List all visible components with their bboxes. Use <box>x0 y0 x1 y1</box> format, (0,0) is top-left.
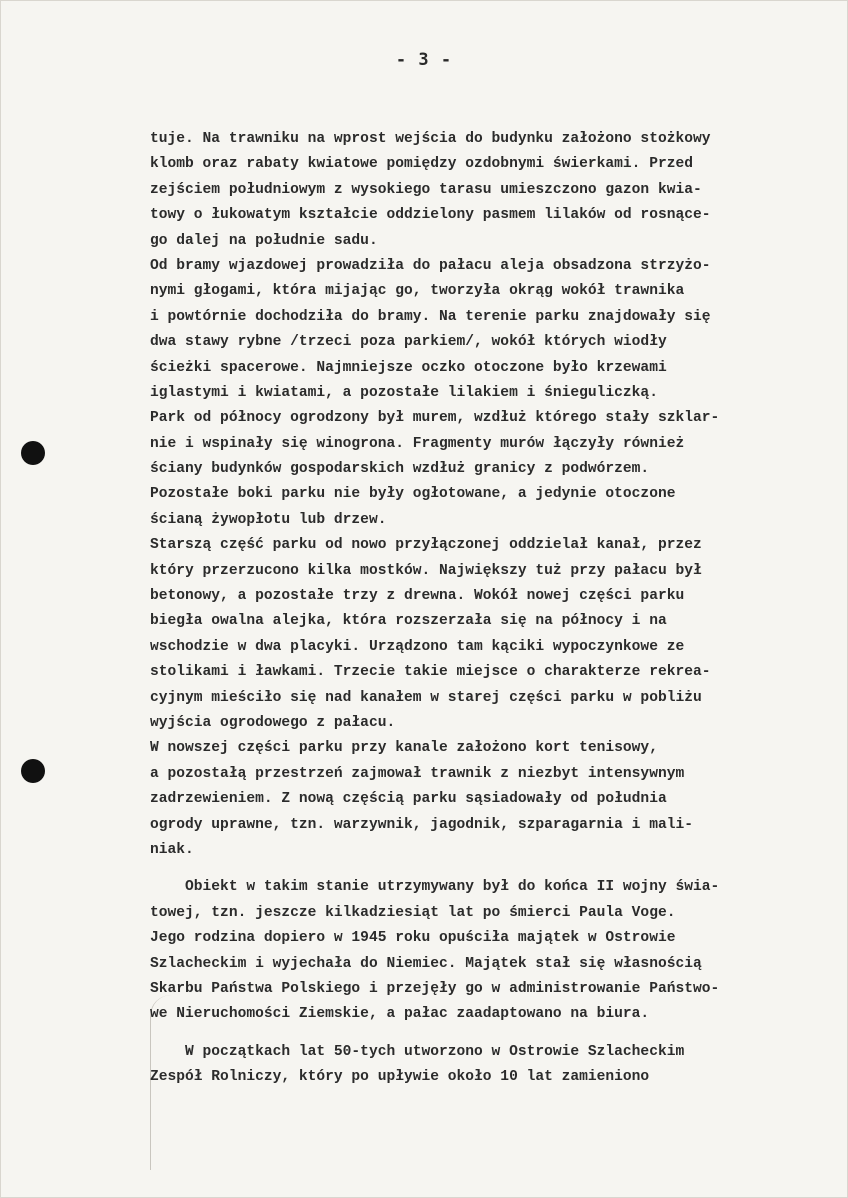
punch-hole <box>21 759 45 783</box>
typed-text <box>150 127 830 1090</box>
page-number: - 3 - <box>395 50 453 70</box>
text-line: Jego rodzina dopiero w 1945 roku opuściła majątek w Ostrowie <box>150 930 676 947</box>
text-line: iglastymi i kwiatami, a pozostałe lilakiem i śnieguliczką. <box>150 384 658 401</box>
text-line: go dalej na południe sadu. <box>150 232 378 249</box>
text-line: nymi głogami, która mijając go, tworzyła okrąg wokół trawnika <box>150 283 685 300</box>
text-line: ściany budynków gospodarskich wzdłuż granicy z podwórzem. <box>150 461 650 478</box>
text-line: niak. <box>150 841 194 858</box>
text-line: wschodzie w dwa placyki. Urządzono tam kąciki wypoczynkowe ze <box>150 638 685 655</box>
text-line: ścieżki spacerowe. Najmniejsze oczko otoczone było krzewami <box>150 359 667 376</box>
text-line: Zespół Rolniczy, który po upływie około 10 lat zamieniono <box>150 1069 650 1086</box>
text-line: towej, tzn. jeszcze kilkadziesiąt lat po śmierci Paula Voge. <box>150 904 676 921</box>
text-line: wyjścia ogrodowego z pałacu. <box>150 714 396 731</box>
text-line: ścianą żywopłotu lub drzew. <box>150 511 387 528</box>
text-line: W nowszej części parku przy kanale założono kort tenisowy, <box>150 740 658 757</box>
text-line: betonowy, a pozostałe trzy z drewna. Wokół nowej części parku <box>150 588 685 605</box>
text-line: Od bramy wjazdowej prowadziła do pałacu aleja obsadzona strzyżo- <box>150 257 711 274</box>
text-line: nie i wspinały się winogrona. Fragmenty murów łączyły również <box>150 435 685 452</box>
text-line: W początkach lat 50-tych utworzono w Ostrowie Szlacheckim <box>150 1043 685 1060</box>
text-line: biegła owalna alejka, która rozszerzała się na północy i na <box>150 613 667 630</box>
text-line: Obiekt w takim stanie utrzymywany był do końca II wojny świa- <box>150 879 720 896</box>
text-line: we Nieruchomości Ziemskie, a pałac zaadaptowano na biura. <box>150 1006 650 1023</box>
text-line: Park od północy ogrodzony był murem, wzdłuż którego stały szklar- <box>150 410 720 427</box>
text-line: Szlacheckim i wyjechała do Niemiec. Majątek stał się własnością <box>150 955 702 972</box>
text-line: zejściem południowym z wysokiego tarasu umieszczono gazon kwia- <box>150 181 702 198</box>
text-line: a pozostałą przestrzeń zajmował trawnik z niezbyt intensywnym <box>150 765 685 782</box>
text-line: Skarbu Państwa Polskiego i przejęły go w administrowanie Państwo- <box>150 980 720 997</box>
text-line: zadrzewieniem. Z nową częścią parku sąsiadowały od południa <box>150 791 667 808</box>
punch-hole <box>21 441 45 465</box>
text-line: który przerzucono kilka mostków. Największy tuż przy pałacu był <box>150 562 702 579</box>
text-line: Pozostałe boki parku nie były ogłotowane, a jedynie otoczone <box>150 486 676 503</box>
text-line: ogrody uprawne, tzn. warzywnik, jagodnik, szparagarnia i mali- <box>150 816 693 833</box>
text-line: tuje. Na trawniku na wprost wejścia do budynku założono stożkowy <box>150 131 711 147</box>
text-line: dwa stawy rybne /trzeci poza parkiem/, wokół których wiodły <box>150 334 667 351</box>
text-line: Starszą część parku od nowo przyłączonej oddzielał kanał, przez <box>150 537 702 554</box>
text-line: klomb oraz rabaty kwiatowe pomiędzy ozdobnymi świerkami. Przed <box>150 156 693 173</box>
text-line: stolikami i ławkami. Trzecie takie miejsce o charakterze rekrea- <box>150 664 711 681</box>
text-line: i powtórnie dochodziła do bramy. Na terenie parku znajdowały się <box>150 308 711 325</box>
text-line: cyjnym mieściło się nad kanałem w starej części parku w pobliżu <box>150 689 702 706</box>
text-line: towy o łukowatym kształcie oddzielony pasmem lilaków od rosnące- <box>150 207 711 224</box>
